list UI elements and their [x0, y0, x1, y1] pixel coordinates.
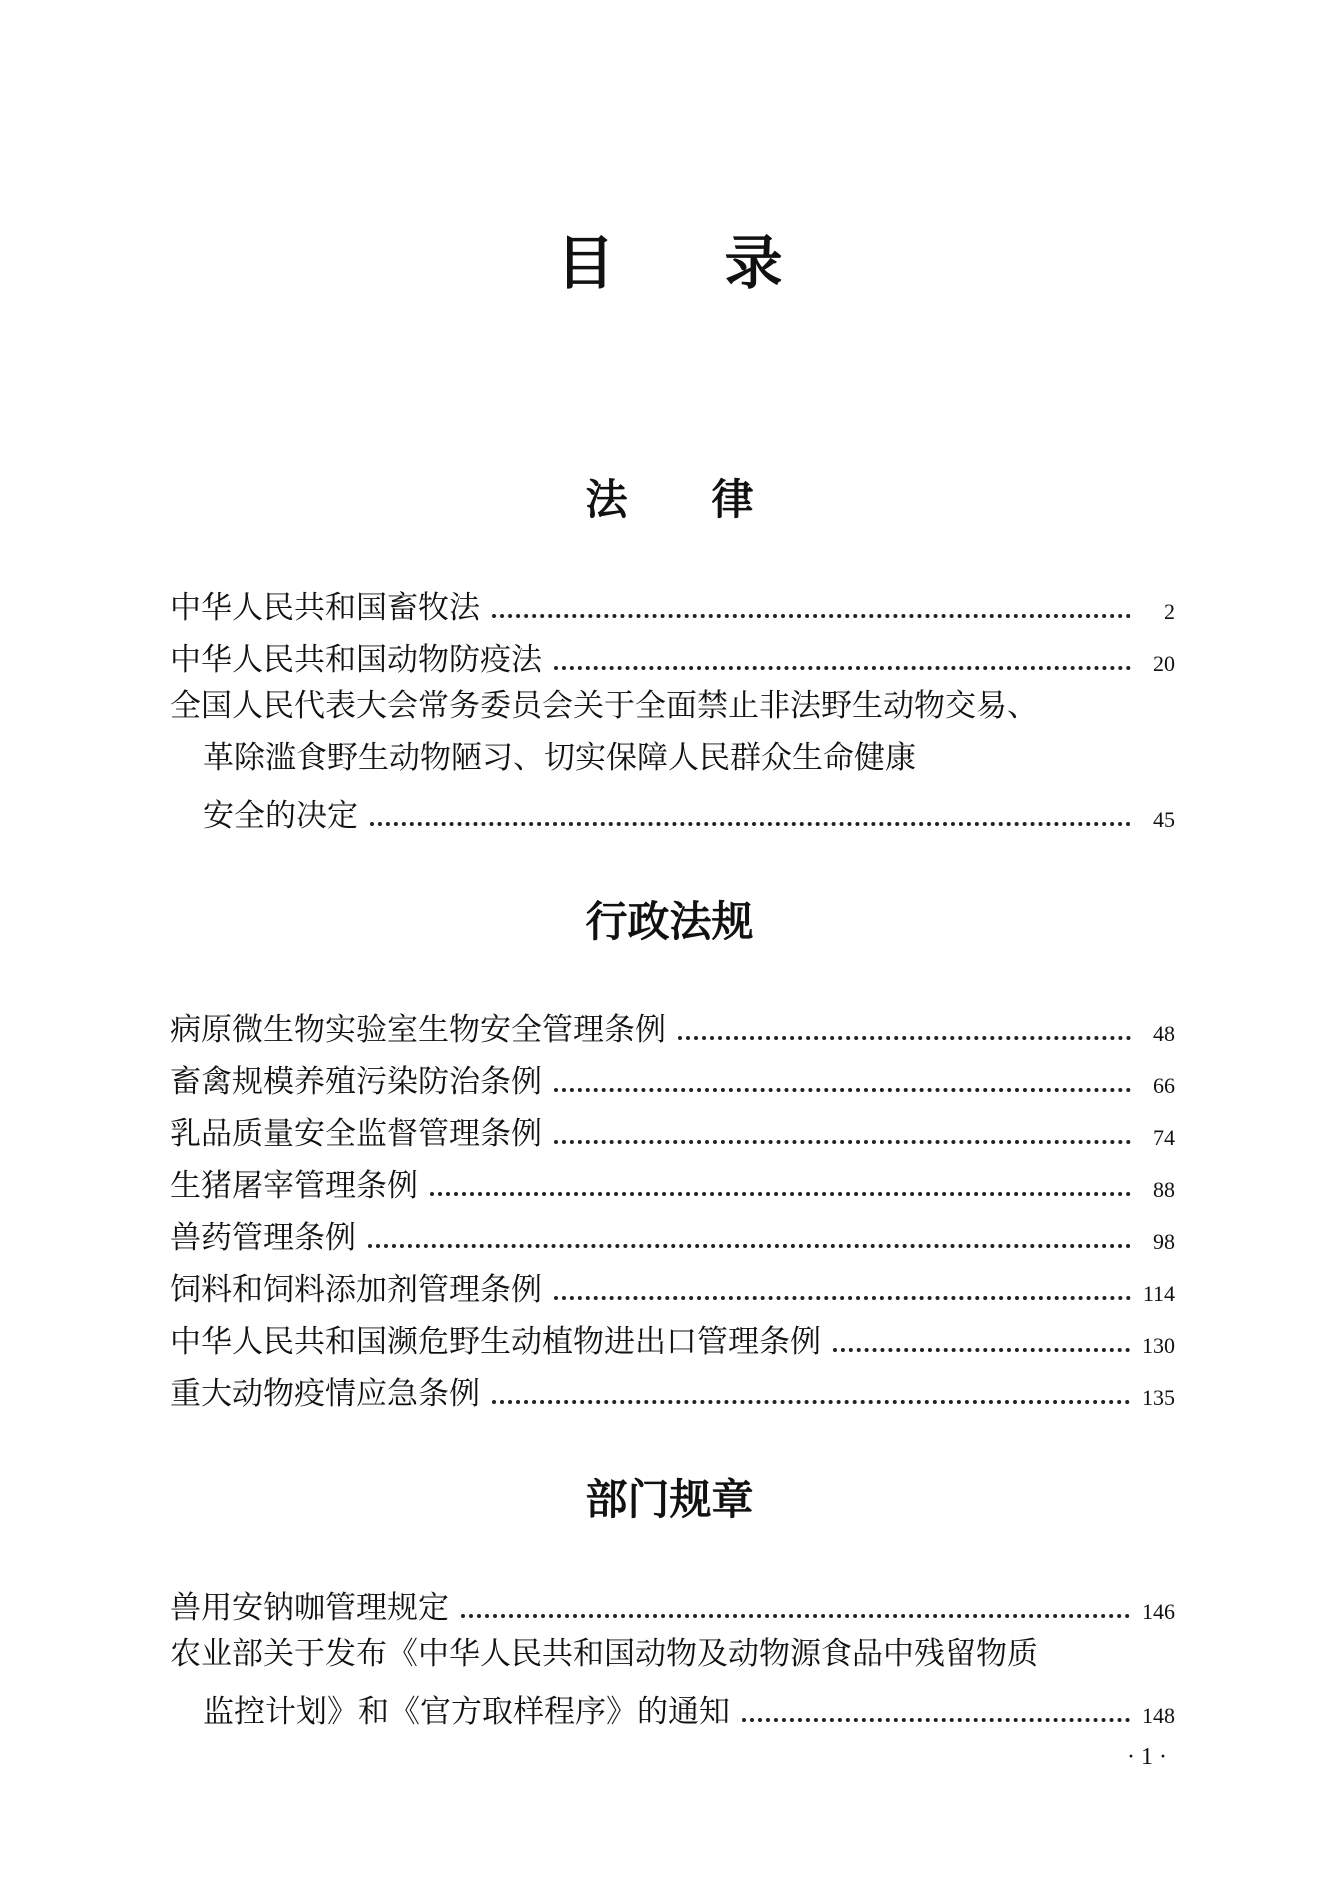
toc-entry[interactable] [170, 1582, 1175, 1628]
toc-entry[interactable] [170, 634, 1175, 680]
toc-entry-page: 45 [1153, 807, 1175, 832]
toc-entry-title: 中华人民共和国畜牧法 [170, 590, 480, 626]
toc-entry-last-line [203, 1686, 1175, 1732]
toc-entry-title: 监控计划》和《官方取样程序》的通知 [203, 1694, 730, 1730]
toc-entry-title: 生猪屠宰管理条例 [170, 1168, 418, 1204]
toc-entry-title: 中华人民共和国濒危野生动植物进出口管理条例 [170, 1324, 821, 1360]
dot-leader [492, 1398, 1130, 1404]
toc-entry[interactable] [170, 1108, 1175, 1154]
toc-entry-title: 重大动物疫情应急条例 [170, 1376, 480, 1412]
toc-entry-page: 20 [1153, 651, 1175, 676]
dot-leader [678, 1034, 1131, 1040]
dot-leader [554, 1294, 1131, 1300]
dot-leader [492, 612, 1131, 618]
toc-entry-page: 88 [1153, 1177, 1175, 1202]
toc-entry-page: 130 [1142, 1333, 1175, 1358]
toc-entry-title: 乳品质量安全监督管理条例 [170, 1116, 542, 1152]
toc-entry[interactable] [170, 1368, 1175, 1414]
toc-entry-title: 兽用安钠咖管理规定 [170, 1590, 449, 1626]
toc-entry-title: 中华人民共和国动物防疫法 [170, 642, 542, 678]
toc-entry-page: 148 [1142, 1703, 1175, 1728]
toc-entry[interactable] [170, 1056, 1175, 1102]
dot-leader [430, 1190, 1131, 1196]
toc-entry-title: 畜禽规模养殖污染防治条例 [170, 1064, 542, 1100]
dot-leader [742, 1716, 1130, 1722]
dot-leader [461, 1612, 1130, 1618]
dot-leader [368, 1242, 1131, 1248]
toc-entry-page: 48 [1153, 1021, 1175, 1046]
toc-entry[interactable] [170, 1264, 1175, 1310]
toc-entry-page: 98 [1153, 1229, 1175, 1254]
toc-entry-page: 146 [1142, 1599, 1175, 1624]
toc-entry-title: 饲料和饲料添加剂管理条例 [170, 1272, 542, 1308]
toc-entry[interactable] [170, 1160, 1175, 1206]
page-title: 目录 [556, 229, 893, 297]
dot-leader [554, 1086, 1131, 1092]
toc-entry-title-line: 农业部关于发布《中华人民共和国动物及动物源食品中残留物质 [170, 1636, 1038, 1672]
toc-entry-title: 兽药管理条例 [170, 1220, 356, 1256]
toc-entry-title: 病原微生物实验室生物安全管理条例 [170, 1012, 666, 1048]
section-heading-regulations: 行政法规 [585, 897, 754, 946]
toc-entry-title-line: 革除滥食野生动物陋习、切实保障人民群众生命健康 [203, 740, 916, 776]
toc-entry-page: 2 [1164, 599, 1175, 624]
toc-entry-page: 114 [1142, 1281, 1175, 1306]
toc-entry-page: 74 [1153, 1125, 1175, 1150]
toc-entry-title-line: 全国人民代表大会常务委员会关于全面禁止非法野生动物交易、 [170, 688, 1038, 724]
toc-entry[interactable] [170, 1004, 1175, 1050]
toc-entry[interactable] [170, 582, 1175, 628]
page-number-footer: · 1 · [1127, 1744, 1167, 1770]
dot-leader [554, 1138, 1131, 1144]
toc-entry[interactable] [170, 1316, 1175, 1362]
toc-entry-page: 135 [1142, 1385, 1175, 1410]
toc-entry-title: 安全的决定 [203, 798, 358, 834]
dot-leader [370, 820, 1131, 826]
dot-leader [554, 664, 1131, 670]
toc-entry[interactable] [170, 1212, 1175, 1258]
toc-entry-page: 66 [1153, 1073, 1175, 1098]
section-heading-law: 法律 [585, 475, 838, 524]
dot-leader [833, 1346, 1130, 1352]
section-heading-department-rules: 部门规章 [585, 1475, 754, 1524]
toc-entry-last-line [203, 790, 1175, 836]
